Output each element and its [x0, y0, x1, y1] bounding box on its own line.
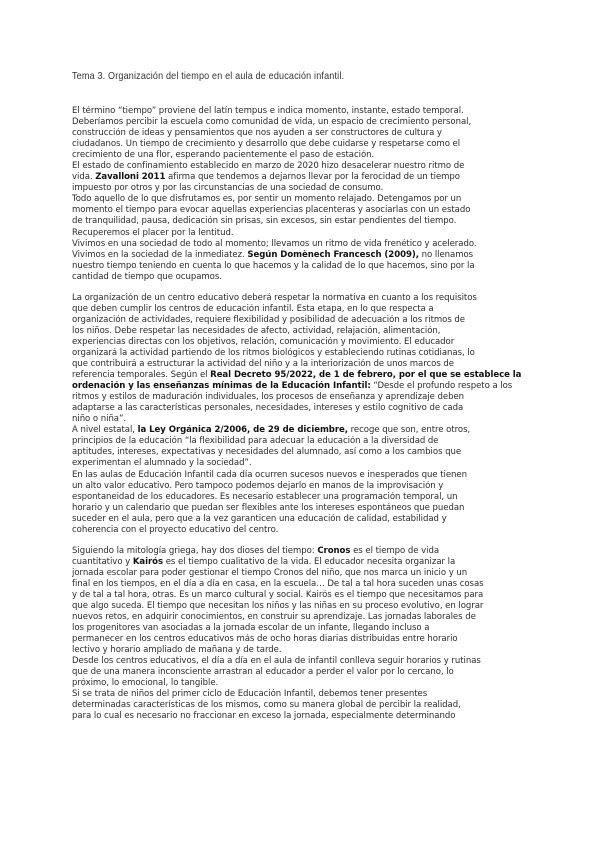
text-run: no llenamos	[418, 249, 474, 260]
text-line	[72, 678, 528, 689]
text-line	[72, 667, 528, 678]
text-line	[72, 216, 528, 227]
text-line	[72, 546, 528, 557]
text-line	[72, 194, 528, 205]
text-line	[72, 106, 528, 117]
text-line	[72, 337, 528, 348]
text-run: referencia temporales. Según el	[72, 370, 211, 381]
text-run: organización de actividades, requiere flexibilidad y posibilidad de adecuación a los ritmos de	[72, 314, 465, 325]
text-run: espontaneidad de los educadores. Es necesario establecer una programación temporal, un	[72, 491, 458, 502]
text-run: próximo, lo emocional, lo tangible.	[72, 678, 219, 689]
text-run: Desde los centros educativos, el día a día en el aula de infantil conlleva seguir horarios y rutinas	[72, 656, 481, 667]
paragraph-gap	[72, 283, 528, 293]
text-line	[72, 568, 528, 579]
text-line	[72, 458, 528, 469]
text-run: El término “tiempo” proviene del latín tempus e indica momento, instante, estado temporal.	[72, 106, 464, 116]
text-run: afirma que tendemos a dejarnos llevar por la ferocidad de un tiempo	[165, 172, 460, 183]
paragraph	[72, 546, 528, 723]
text-line	[72, 414, 528, 425]
text-run: determinadas características de los mismos, como su manera global de percibir la realidad,	[72, 700, 461, 711]
text-run: de tranquilidad, pausa, dedicación sin prisas, sin excesos, sin estar pendientes del tiempo.	[72, 216, 457, 227]
bold-text: ordenación y las enseñanzas mínimas de la Educación Infantil:	[72, 381, 371, 392]
text-run: ciudadanos. Un tiempo de crecimiento y desarrollo que debe cuidarse y respetarse como el	[72, 139, 461, 150]
text-line	[72, 656, 528, 667]
text-line	[72, 272, 528, 283]
text-line	[72, 326, 528, 337]
text-run: impuesto por otros y por las circunstancias de una sociedad de consumo.	[72, 183, 384, 194]
text-run: cuantitativo y	[72, 556, 133, 567]
text-line	[72, 557, 528, 568]
text-line	[72, 370, 528, 381]
text-line	[72, 150, 528, 161]
text-line	[72, 315, 528, 326]
text-run: Todo aquello de lo que disfrutamos es, por sentir un momento relajado. Detengamos por un	[72, 194, 462, 205]
text-line	[72, 689, 528, 700]
text-run: nuestro tiempo teniendo en cuenta lo que hacemos y la calidad de lo que hacemos, sino por la	[72, 260, 475, 271]
text-run: Vivimos en la sociedad de la inmediatez.	[72, 249, 248, 260]
bold-text: Cronos	[317, 545, 351, 556]
text-run: coherencia con el proyecto educativo del centro.	[72, 524, 279, 535]
text-run: final en los tiempos, en el día a día en casa, en la escuela… De tal a tal hora suceden unas cosas	[72, 578, 484, 589]
text-line	[72, 514, 528, 525]
text-run: La organización de un centro educativo deberá respetar la normativa en cuanto a los requisitos	[72, 292, 477, 303]
text-run: que algo suceda. El tiempo que necesitan los niños y las niñas en su proceso evolutivo, en lograr	[72, 601, 484, 612]
text-run: experiencias directas con los objetivos, relación, comunicación y movimiento. El educador	[72, 336, 455, 347]
text-run: es el tiempo cualitativo de la vida. El educador necesita organizar la	[163, 556, 456, 567]
text-line	[72, 525, 528, 536]
text-line	[72, 183, 528, 194]
bold-text: Según Domènech Francesch (2009),	[247, 249, 419, 260]
text-run: adaptarse a las características personales, necesidades, intereses y estilo cognitivo de cada	[72, 403, 464, 414]
text-line	[72, 128, 528, 139]
text-line	[72, 447, 528, 458]
text-line	[72, 261, 528, 272]
text-run: permanecer en los centros educativos más de ocho horas diarias distribuidas entre horario	[72, 634, 458, 645]
text-line	[72, 579, 528, 590]
text-line	[72, 392, 528, 403]
text-run: lectivo y horario ampliado de mañana y de tarde.	[72, 645, 282, 656]
text-run: niño o niña”.	[72, 414, 127, 425]
text-line	[72, 470, 528, 481]
text-line	[72, 293, 528, 304]
text-run: recoge que son, entre otros,	[347, 425, 471, 436]
text-run: momento el tiempo para evocar aquellas experiencias placenteras y asociarlas con un estado	[72, 205, 471, 216]
text-run: que deben cumplir los centros de educación infantil. Esta etapa, en lo que respecta a	[72, 303, 434, 314]
bold-text: Real Decreto 95/2022, de 1 de febrero, por el que se establece la	[210, 370, 522, 381]
text-run: vida.	[72, 172, 96, 183]
bold-text: Kairós	[132, 556, 164, 567]
text-run: “Desde el profundo respeto a los	[370, 381, 513, 392]
text-run: organizará la actividad partiendo de los ritmos biológicos y estableciendo rutinas cotidianas, lo	[72, 347, 475, 358]
text-line	[72, 623, 528, 634]
text-line	[72, 304, 528, 315]
text-line	[72, 172, 528, 183]
text-run: Siguiendo la mitología griega, hay dos dioses del tiempo:	[72, 545, 318, 556]
paragraph	[72, 293, 528, 536]
bold-text: la Ley Orgánica 2/2006, de 29 de diciembre,	[137, 425, 348, 436]
text-run: En las aulas de Educación Infantil cada día ocurren sucesos nuevos e inesperados que tienen	[72, 469, 467, 480]
text-line	[72, 239, 528, 250]
text-line	[72, 161, 528, 172]
text-run: cantidad de tiempo que ocupamos.	[72, 271, 222, 282]
paragraph	[72, 106, 528, 283]
text-run: y de tal a tal hora, otras. Es un marco cultural y social. Kairós es el tiempo que necesitamos para	[72, 589, 484, 600]
text-line	[72, 348, 528, 359]
text-line	[72, 612, 528, 623]
text-line	[72, 645, 528, 656]
text-run: un alto valor educativo. Pero tampoco podemos dejarlo en manos de la improvisación y	[72, 480, 444, 491]
document-body	[72, 106, 528, 723]
text-run: que de una manera inconsciente arrastran al educador a perder el valor por lo cercano, lo	[72, 667, 454, 678]
text-run: Vivimos en una sociedad de todo al momento; llevamos un ritmo de vida frenético y acelerado.	[72, 238, 477, 249]
text-run: aptitudes, intereses, expectativas y necesidades del alumnado, así como a los cambios que	[72, 447, 462, 458]
text-line	[72, 139, 528, 150]
text-run: Deberíamos percibir la escuela como comunidad de vida, un espacio de crecimiento personal,	[72, 117, 472, 128]
text-run: nuevos retos, en adquirir conocimientos, en construir su aprendizaje. Las jornadas laborales de	[72, 612, 476, 623]
text-run: es el tiempo de vida	[350, 545, 440, 556]
text-line	[72, 117, 528, 128]
text-run: Si se trata de niños del primer ciclo de Educación Infantil, debemos tener presentes	[72, 689, 428, 700]
text-run: experimentan el alumnado y la sociedad”.	[72, 458, 252, 469]
text-line	[72, 711, 528, 722]
text-line	[72, 228, 528, 239]
text-line	[72, 436, 528, 447]
text-run: para lo cual es necesario no fraccionar en exceso la jornada, especialmente determinando	[72, 711, 456, 722]
text-run: construcción de ideas y pensamientos que nos ayuden a ser constructores de cultura y	[72, 128, 442, 139]
bold-text: Zavalloni 2011	[95, 172, 166, 183]
text-line	[72, 205, 528, 216]
text-run: principios de la educación “la flexibilidad para adecuar la educación a la diversidad de	[72, 436, 439, 447]
text-line	[72, 634, 528, 645]
text-run: los niños. Debe respetar las necesidades de afecto, actividad, relajación, alimentación,	[72, 325, 441, 336]
text-run: suceder en el aula, pero que a la vez garanticen una educación de calidad, estabilidad y	[72, 513, 447, 524]
text-line	[72, 700, 528, 711]
document-title: Tema 3. Organización del tiempo en el aula de educación infantil.	[72, 70, 345, 82]
text-line	[72, 425, 528, 436]
text-run: crecimiento de una flor, esperando pacientemente el paso de estación.	[72, 150, 375, 161]
text-run: ritmos y estilos de maduración individuales, los procesos de enseñanza y aprendizaje deben	[72, 392, 465, 403]
text-run: El estado de confinamiento establecido en marzo de 2020 hizo desacelerar nuestro ritmo de	[72, 161, 465, 172]
text-line	[72, 381, 528, 392]
paragraph-gap	[72, 536, 528, 546]
text-run: horario y un calendario que puedan ser flexibles ante los intereses espontáneos que puedan	[72, 502, 465, 513]
text-run: los progenitores van asociadas a la jornada escolar de un infante, llegando incluso a	[72, 623, 430, 634]
text-line	[72, 503, 528, 514]
text-line	[72, 403, 528, 414]
text-line	[72, 481, 528, 492]
text-run: que contribuirá a estructurar la actividad del niño y a la interiorización de unos marcos de	[72, 359, 454, 370]
text-run: A nivel estatal,	[72, 425, 138, 436]
text-line	[72, 250, 528, 261]
text-line	[72, 492, 528, 503]
text-run: jornada escolar para poder gestionar el tiempo Cronos del niño, que nos marca un inicio y un	[72, 567, 468, 578]
text-line	[72, 601, 528, 612]
text-line	[72, 590, 528, 601]
text-line	[72, 359, 528, 370]
text-run: Recuperemos el placer por la lentitud.	[72, 227, 234, 238]
